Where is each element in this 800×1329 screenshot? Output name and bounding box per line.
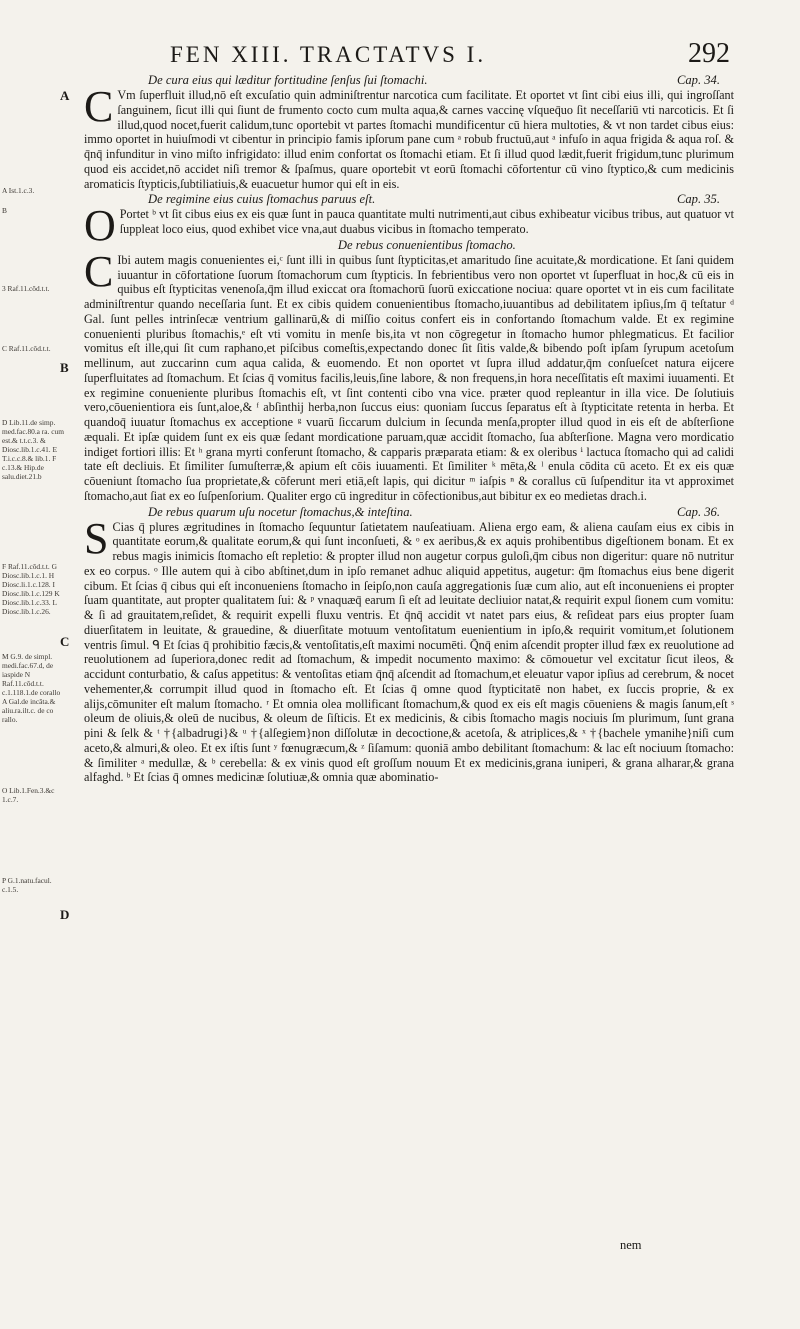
folio-number: 292 (688, 38, 730, 69)
chapter-heading (84, 191, 734, 207)
chapter-body (84, 513, 734, 786)
margin-note: 3 Raf.11.cōd.t.t. (2, 284, 50, 293)
margin-note: F Raf.11.cōd.t.t. G Diosc.lib.1.c.1. H Diosc.li.1.c.128. I Diosc.lib.1.c.129 K Diosc.lib.1.c.33. L Diosc.lib.1.c.26. (2, 562, 60, 616)
side-letter-a: A (60, 88, 70, 103)
catchword: nem (620, 1238, 642, 1252)
drop-cap: C (84, 246, 114, 296)
drop-cap: C (84, 82, 114, 131)
chapter-number: Cap. 34. (676, 73, 720, 87)
margin-note: A Ist.1.c.3. (2, 186, 35, 195)
chapter-title: De rebus quarum uſu nocetur ſtomachus,& inteſtina. (148, 504, 413, 519)
main-text (84, 72, 734, 785)
drop-cap: S (84, 513, 109, 563)
side-letter-c: C (60, 634, 70, 649)
chapter-number: Cap. 35. (676, 192, 720, 207)
chapter-text: Portet ᵇ vt ſit cibus eius ex eis quæ ſunt in pauca quantitate multi nutrimenti,aut cibus exhibeatur vicibus tribus, aut quatuor vt ſuppleat loco eius, quod exhibet vice vna,aut duabus vicibus in ſtomacho temperato. (119, 207, 734, 236)
drop-cap: O (84, 201, 116, 251)
marginalia-column (2, 186, 66, 894)
margin-note: C Raf.11.cōd.t.t. (2, 344, 51, 353)
running-head (170, 38, 730, 74)
margin-note: M G.9. de simpl. medi.fac.67.d, de iaspide N Raf.11.cōd.t.t. c.1.118.1.de corallo A Gal.de incāta.& aliu.ra.ilt.c. de co rallo. (2, 652, 61, 724)
chapter-title: De cura eius qui læditur fortitudine ſenſus ſui ſtomachi. (148, 73, 428, 87)
chapter-text: Ibi autem magis conuenientes ei,ᶜ ſunt illi in quibus ſunt ſtypticitas,et amaritudo ſine acuitate,& mordicatione. Et ſani quidem iuuantur in cōfortatione ſuorum ſtomachorum cum ſtypticis. In febrientibus vero non oportet vt ſuperfluat in hoc,& cū eis in quibus eſt ſtypticitas venenoſa,q̄m illud exiccat ora ſtomachorū ſuorū exiccatione nociua: quare oportet vt in eis cum facilitate adminiſtrentur quando neceſſaria ſunt. Et ex cibis quidem conuenientibus ſtomacho,iuuantibus ad debilitatem ipſius,ſm q̄ teſtatur ᵈ Gal. ſunt pelles intrinſecæ ventrium gallinarū,& di miſſio coitus confert eis in confortando ſtomachum valde. Et ex regimine conuenienti pluribus ſtomachis,ᵉ eſt vti vomitu in menſe bis,ita vt non cōgregetur in ſtomacho humor phlegmaticus. Et facilior vomitus eſt ille,qui ſit cum raphano,et piſcibus comeſtis,expectando donec ſit ſitis valde,& bibendo poſt ipſam ſyrupum acetoſum mellinum, aut zuccarinn cum aqua calida, & euomendo. Et non oportet vt ſupra illud addatur,q̄m conſueſcet natura eijcere ſuperfluitates ad ſtomachum. Et ſcias q̄ vomitus facilis,leuis,ſine labore, & non frequens,in hora neceſſitatis eſt maximi iuuamenti. Et ex regimine conueniente pluribus ſtomachis eſt, vt ſint contenti cibo vna vice. præter quod repleantur in illa vice. De ſolutiuis vero,cōuenientiora eis ſunt,aloe,& ᶠ abſinthij herba,non ſuccus eius: quoniam ſuccus ſeparatus eſt à ſtypticitate retenta in herba. Et quandoq̄ iuuatur ſtomachus ex acceptione ᵍ vuarū ſiccarum dulcium in ſecunda menſa,propter illud quod in eis eſt de abſterſione æquali. Et ipſæ quidem ſunt ex eis quæ ſedant mordicatione paruam,quæ accidit ſtomacho, ſua abſterſione. Magna vero mordicatio indiget fortiori illis: Et ʰ grana myrti conferunt ſtomacho, & capparis præparata etiam: & ex oleribus ⁱ lactuca ſtomacho qui ad calidi tate eſt decliuis. Et ſimiliter ſumuſterræ,& apium eſt cōis iuuamenti. Et ſimiliter ᵏ mēta,& ˡ enula cōdita cū aceto. Et ex eis quæ cōueniunt ſtomacho ſua proprietate,& cōferunt meri etiā,eſt lapis, qui dicitur ᵐ iaſpis ⁿ & corallus cū ſuſpenditur ita vt approximet ſtomacho,aut ſiat ex eo ſuſpenſorium. Qualiter ergo cū ingreditur in cōfectionibus,aut bibitur ex eo medietas drach.i. (84, 252, 734, 503)
side-letter-d: D (60, 907, 70, 922)
margin-note: B (2, 206, 7, 215)
margin-note: O Lib.1.Fen.3.&c 1.c.7. (2, 786, 55, 804)
chapter-text: Cias q̄ plures ægritudines in ſtomacho ſequuntur ſatietatem nauſeatiuam. Aliena ergo eam, & aliena cauſam eius ex cibis in quantitate eorum,& qualitate eorum,& qui ſunt inconſueti, & ᵒ ex aeribus,& ex aquis prohibentibus digeſtionem bonam. Et ex rebus magis inimicis ſtomacho eſt repletio: & propter illud non augetur corpus guloſi,q̄m cibus non digeritur: quare nō nutritur ex eo corpus. ᵒ Ille autem qui à cibo abſtinet,dum in ipſo remanet adhuc aliquid appetitus, augetur: q̄m ſtomachus eius bene digerit cibum. Et ſcias q̄ cibus qui eſt inconueniens ſtomacho in ſeipſo,non cauſa aggregationis ſuæ cum alio, aut eſt inconueniens ei propter ſuam quantitate, aut propter qualitatem ſui: & ᵖ vnaquæq̄ earum ſi eſt ad leuitate decliuior natat,& requirit expul ſionem cum vomitu: & ſi ad grauitatem,reſidet, & requirit expelli fluxu ventris. Et q̄nq̄ accidit vt natet pars eius, & reſideat pars eius propter ſuam diuerſitatem in leuitate, & grauedine, & diuerſitate motuum ventoſitatum euenientium in ipſo,& requirit vomitum,et ſolutionem ventris ſimul. ᑫ Et ſcias q̄ prohibitio fæcis,& ventoſitatis,eſt maximi nocumēti. Q̄nq̄ enim aſcendit propter illud fæx ex reuolutione ad reuolutionem ad ſuperiora,donec redit ad ſtomachum, & impedit nocumento maximo: & cōmouetur vel excitatur ſicut ileos, & accidunt conturbatio, & caſus appetitus: & ventoſitas etiam q̄nq̄ aſcendit ad ſtomachum,et eleuatur vapor ipſius ad cerebrum, & nocet vehementer,& corrumpit illud quod in ſtomacho eſt. Et ſcias q̄ omne quod ſtypticitatē non habet, ex ſuccis proprie, & ex alijs,cōmuniter eſt malum ſtomacho. ʳ Et omnia olea mollificant ſtomachum,& quod ex eis eſt magis cōueniens & magis ſanum,eſt ˢ oleum de oliuis,& oleū de nucibus, & oleum de ſiſticis. Et ex medicinis, & cibis ſtomacho magis nociuis ſm plurimum, ſunt grana pini & ſelk & ᵗ †{albadrugi}& ᵘ †{alſegiem}non diſſolutæ in decoctione,& acetoſa, & atriplices,& ˣ †{bachele ymanihe}niſi cum aceto,& almuri,& oleo. Et ex iſtis ſunt ʸ fœnugræcum,& ᶻ ſiſamum: quoniā ambo debilitant ſtomachum: & lac eſt nociuum ſtomacho: & ſimiliter ᵃ medullæ, & ᵇ cerebella: & ex vinis quod eſt groſſum nouum Et ex medicinis,grana iuniperi, & grana alharar,& grana alfaghd. ᵇ Et ſcias q̄ omnes medicinæ ſolutiuæ,& omnia quæ abominatio- (84, 519, 734, 785)
section-heading: De rebus conuenientibus ſtomacho. (337, 237, 516, 252)
running-title: FEN XIII. TRACTATVS I. (170, 42, 487, 67)
margin-note: D Lib.11.de simp. med.fac.80.a ra. cum est.& t.t.c.3. & Diosc.lib.1.c.41. E T.i.c.c.8.& lib.1. F c.13.& Hip.de salu.diet.21.b (2, 418, 64, 481)
chapter-heading (84, 72, 734, 88)
side-letters (60, 0, 76, 1000)
chapter-title: De regimine eius cuius ſtomachus paruus eſt. (148, 192, 376, 207)
margin-note: P G.1.natu.facul. c.1.5. (2, 876, 52, 894)
chapter-body (84, 246, 734, 504)
chapter-text: Vm ſuperfluit illud,nō eſt excuſatio quin adminiſtrentur narcotica cum facilitate. Et oportet vt ſint cibi eius illi, qui ingroſſant ſanguinem, ſicut illi qui ſiunt de frumento cocto cum multa aqua,& carnes vaccinę vſqueq̄uo ſit neceſſariū vti narcoticis. Et ſi illud,quod nocet,fuerit calidum,tunc oportebit vt partes ſtomachi mundificentur cū hiera multoties, & vt non tardet cibus eius: immo oportet in huiuſmodi vt cibentur in principio famis ipſorum pane cum ᵃ robub fructuū,aut ᵃ infuſo in aqua frigida & aqua roſ. & q̄nq̄ infunditur in vino miſto infrigidato: illud enim confortat os ſtomachi etiam. Et ſi illud quod lædit,fuerit frigidum,tunc plurimum quod eis accidet,nō accidet niſi tremor & ſpaſmus, quare oportebit vt eorū ſtomachi cōfortentur cū vino ſtyptico,& cum medicinis aromaticis ſtypticis,ſubtiliatiuis,& euacuetur humor qui eſt in eis. (84, 88, 734, 191)
chapter-heading (84, 504, 734, 520)
side-letter-b: B (60, 360, 69, 375)
chapter-number: Cap. 36. (676, 504, 720, 519)
chapter-body (84, 82, 734, 191)
